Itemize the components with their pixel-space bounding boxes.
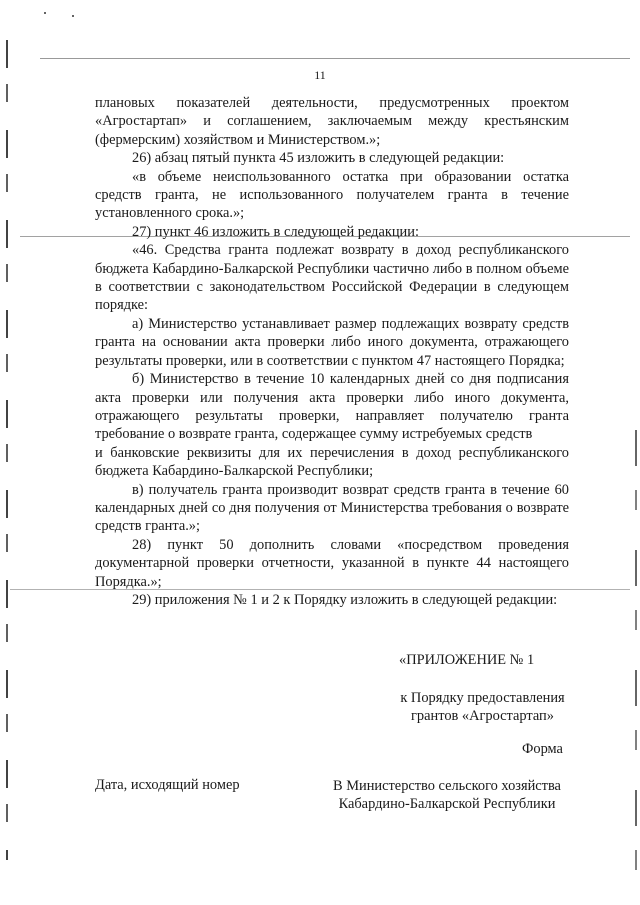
document-body: [95, 94, 569, 609]
paragraph: в) получатель гранта производит возврат средств гранта в течение 60 календарных дней со дня получения от Министерства требования о возврате средств гранта.»;: [95, 481, 569, 535]
appendix-subtitle-line: к Порядку предоставления: [400, 690, 565, 706]
scan-edge-right: [635, 430, 637, 900]
appendix-subtitle: [395, 689, 570, 726]
date-number-label: Дата, исходящий номер: [95, 777, 240, 793]
addressee: [322, 777, 572, 814]
scan-speck: [72, 15, 74, 17]
form-label: Форма: [522, 741, 563, 757]
paragraph: 26) абзац пятый пункта 45 изложить в следующей редакции:: [132, 150, 505, 167]
appendix-title: «ПРИЛОЖЕНИЕ № 1: [399, 652, 535, 668]
paragraph: 27) пункт 46 изложить в следующей редакции:: [132, 223, 419, 240]
paragraph: «46. Средства гранта подлежат возврату в доход республиканского бюджета Кабардино-Балкарской Республики частично либо в полном объеме в соответствии с законодательством Российской Федерации в следующем порядке:: [95, 242, 569, 314]
paragraph: «в объеме неиспользованного остатка при образовании остатка средств гранта, не использованного получателем гранта в течение установленного срока.»;: [95, 168, 569, 222]
appendix-subtitle-line: грантов «Агростартап»: [411, 708, 554, 725]
addressee-line: Кабардино-Балкарской Республики: [338, 796, 556, 813]
paragraph: плановых показателей деятельности, предусмотренных проектом «Агростартап» и соглашением, заключаемым между крестьянским (фермерским) хозяйством и Министерством.»;: [95, 95, 569, 148]
paragraph: б) Министерство в течение 10 календарных дней со дня подписания акта проверки или получения акта проверки либо иного документа, отражающего результаты проверки, направляет получателю гранта требование о возврате гранта, содержащее сумму истребуемых средств: [95, 371, 569, 443]
addressee-line: В Министерство сельского хозяйства: [333, 778, 561, 794]
paragraph: 28) пункт 50 дополнить словами «посредством проведения документарной проверки отчетности, указанной в пункте 44 настоящего Порядка.»;: [95, 536, 569, 590]
scan-speck: [44, 12, 46, 14]
paragraph: и банковские реквизиты для их перечисления в доход республиканского бюджета Кабардино-Балкарской Республики;: [95, 444, 569, 480]
scan-line-top: [40, 58, 630, 59]
scan-edge-left: [6, 40, 8, 860]
paragraph: а) Министерство устанавливает размер подлежащих возврату средств гранта на основании акта проверки либо иного документа, отражающего результаты проверки, или в соответствии с пунктом 47 настоящего Порядка;: [95, 315, 569, 369]
page-number: 11: [314, 68, 326, 82]
paragraph: 29) приложения № 1 и 2 к Порядку изложить в следующей редакции:: [132, 591, 558, 608]
